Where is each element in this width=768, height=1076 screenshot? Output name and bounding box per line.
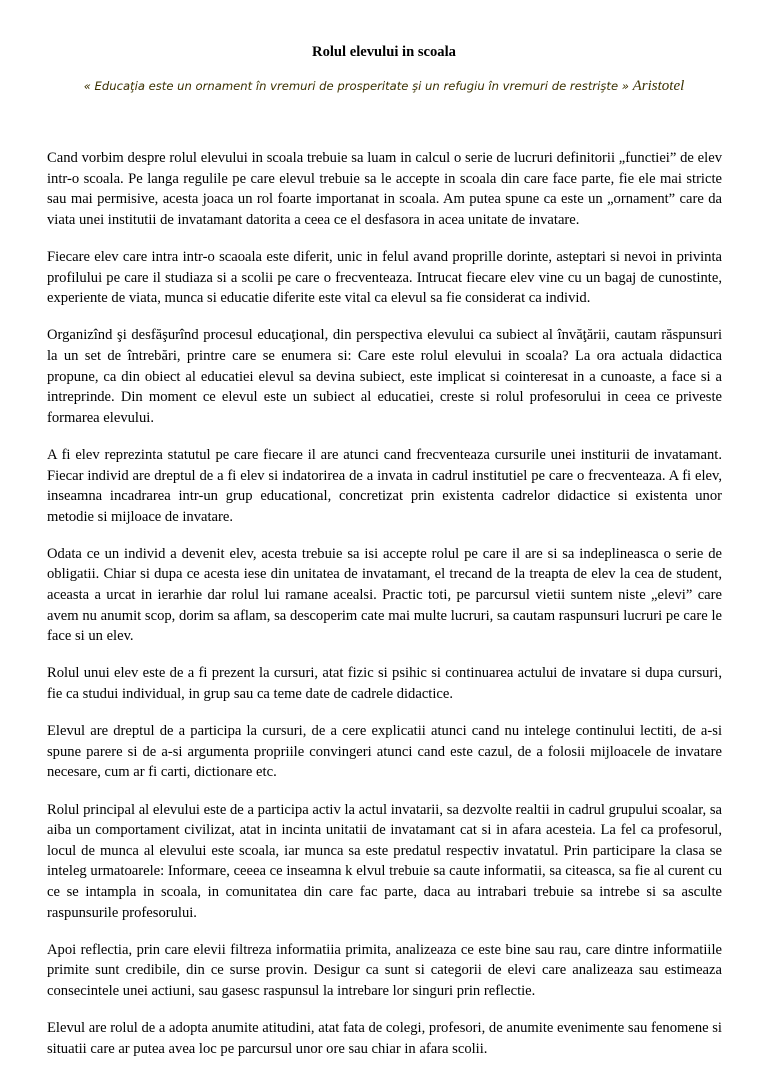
document-body (47, 148, 722, 1076)
paragraph: Rolul principal al elevului este de a participa activ la actul invatarii, sa dezvolte realtii in cadrul grupului scoalar, sa aiba un comportament civilizat, atat in incinta unitatii de invatamant cat si in afara acesteia. La fel ca profesorul, locul de munca al elevului este scoala, iar munca sa este predatul respectiv invatatul. Prin participare la clasa se inteleg urmatoarele: Informare, ceeea ce inseamna k elvul trebuie sa caute informatii, sa citeasca, sa fie al curent cu ce se intampla in scoala, in comunitatea din care fac parte, daca au intrabari trebuie sa intrebe si sa asculte raspunsurile profesorului. (47, 801, 722, 921)
epigraph-quote (0, 78, 768, 95)
paragraph: Fiecare elev care intra intr-o scaoala este diferit, unic in felul avand proprille dorinte, asteptari si nevoi in privinta profilului pe care il studiaza si a scolii pe care o frecventeaza. Intrucat fiecare elev vine cu un bagaj de cunostinte, experiente de viata, munca si educatie diferite este vital ca elevul sa fie considerat ca individ. (47, 248, 722, 307)
paragraph: Organizînd şi desfăşurînd procesul educaţional, din perspectiva elevului ca subiect al învăţării, cautam răspunsuri la un set de întrebări, printre care se enumera si: Care este rolul elevului in scoala? La ora actuala didactica propune, ca din obiect al educatiei elevul sa devina subiect, este implicat si cointeresat in a cunoaste, a face si a intreprinde. Din moment ce elevul este un subiect al educatiei, creste si rolul profesorului in ceea ce priveste formarea elevului. (47, 327, 722, 426)
paragraph: Elevul are rolul de a adopta anumite atitudini, atat fata de colegi, profesori, de anumite evenimente sau fenomene si situatii care ar putea avea loc pe parcursul unor ore sau chiar in afara scolii. (47, 1020, 722, 1057)
paragraph: Rolul unui elev este de a fi prezent la cursuri, atat fizic si psihic si continuarea actului de invatare si dupa cursuri, fie ca studui individual, in grup sau ca teme date de cadrele didactice. (47, 665, 722, 703)
quote-text: « Educaţia este un ornament în vremuri de prosperitate şi un refugiu în vremuri de restrişte » (83, 79, 629, 93)
paragraph: Odata ce un individ a devenit elev, acesta trebuie sa isi accepte rolul pe care il are si sa indeplineasca o serie de obligatii. Chiar si dupa ce acesta iese din unitatea de invatamant, el trecand de la treapta de elev la cea de student, aceasta a urcat in ierarhie dar rolul lui ramane acealsi. Practic toti, pe parcursul vietii suntem niste „elevi” care avem nu anumit scop, dorim sa aflam, sa descoperim cate mai multe lucruri, sa cautam raspunsuri lucruri pe care le face si un elev. (47, 545, 722, 645)
quote-author: Aristotel (632, 78, 685, 94)
paragraph: Apoi reflectia, prin care elevii filtreza informatiia primita, analizeaza ce este bine sau rau, care dintre informatiile primite sunt credibile, din ce surse provin. Desigur ca sunt si categorii de elevi care analizeaza sau estimeaza consecintele unei actiuni, sau gasesc raspunsul la intrebare lor singuri prin reflectie. (47, 941, 722, 999)
paragraph: A fi elev reprezinta statutul pe care fiecare il are atunci cand frecventeaza cursurile unei institurii de invatamant. Fiecar individ are dreptul de a fi elev si indatorirea de a invata in cadrul institutiel pe care o frecventeaza. A fi elev, inseamna incadrarea intr-un grup educational, concretizat prin existenta cadrelor didactice si existenta unor metodie si mijloace de invatare. (47, 446, 722, 525)
document-title: Rolul elevului in scoala (312, 44, 456, 60)
paragraph: Cand vorbim despre rolul elevului in scoala trebuie sa luam in calcul o serie de lucruri definitorii „functiei” de elev intr-o scoala. Pe langa regulile pe care elevul trebuie sa le accepte in scoala din care face parte, fie ele mai stricte sau mai permisive, acesta joaca un rol foarte importanat in scoala. Am putea spune ca este un „ornament” care da viata unei institutii de invatamant datorita a ceea ce el desfasora in acea unitate de invatare. (47, 150, 722, 228)
paragraph: Elevul are dreptul de a participa la cursuri, de a cere explicatii atunci cand nu intelege continului lectiti, de a-si spune parere si de a-si argumenta propriile convingeri atunci cand este cazul, de a folosii mijloacele de invatare necesare, cum ar fi carti, dictionare etc. (47, 723, 722, 781)
